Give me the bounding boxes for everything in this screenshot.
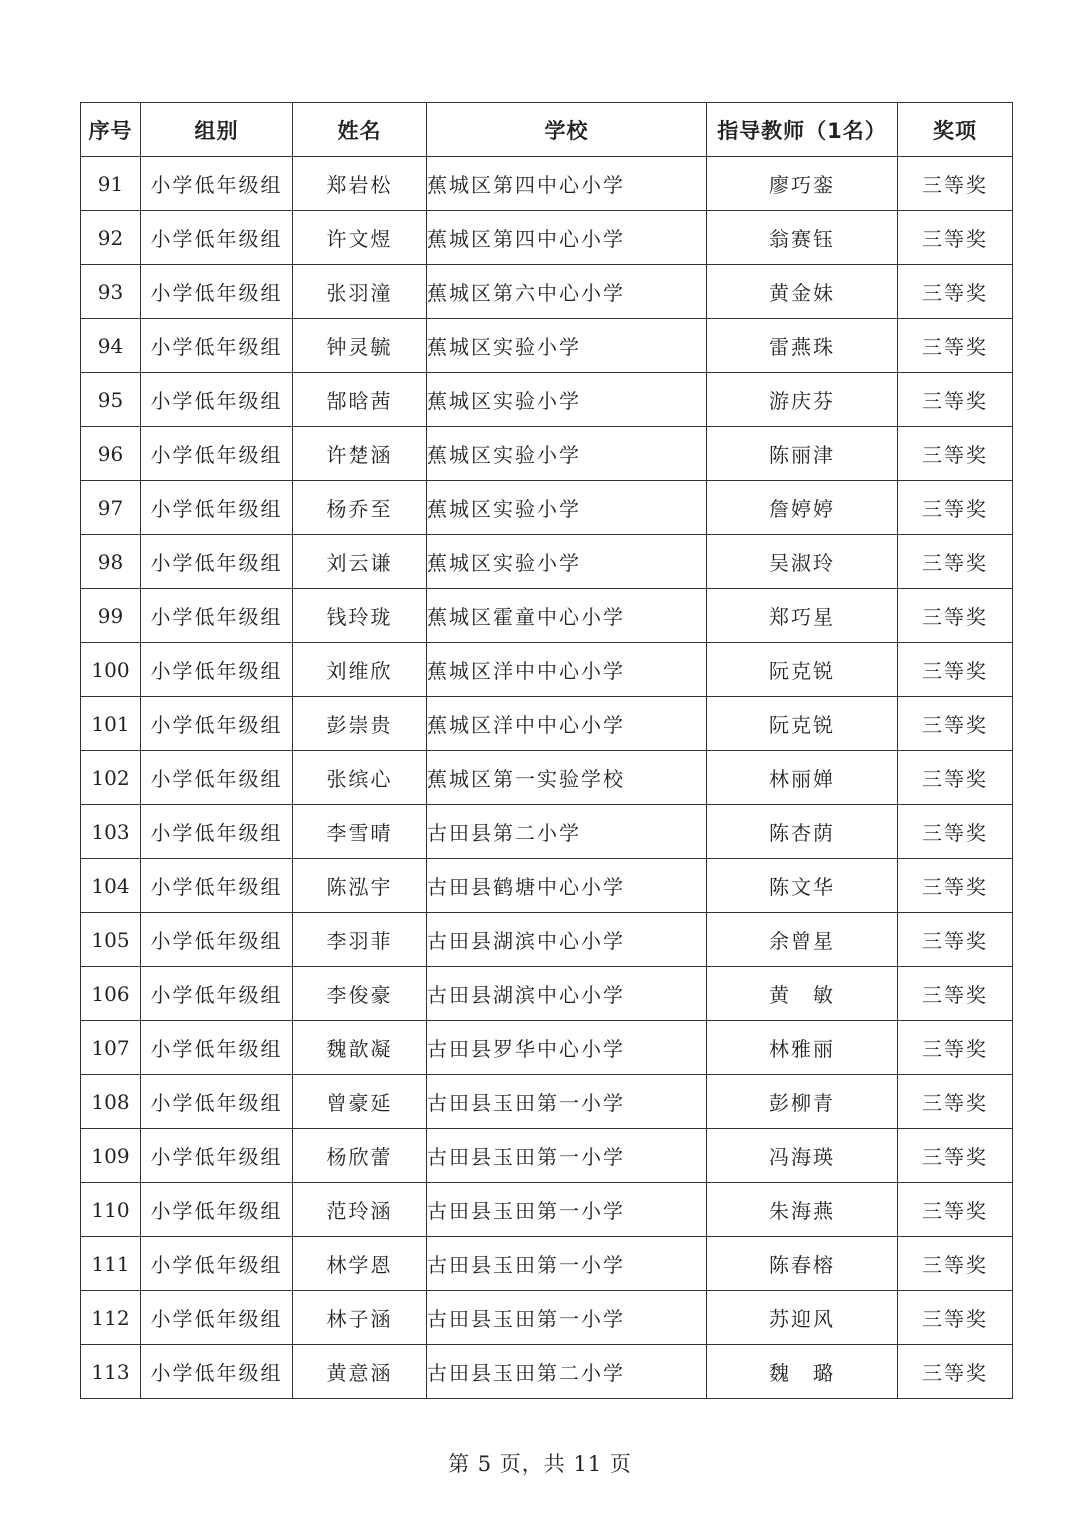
cell-award: 三等奖 (898, 481, 1013, 535)
cell-school: 古田县玉田第一小学 (427, 1183, 707, 1237)
cell-group: 小学低年级组 (141, 211, 293, 265)
cell-award: 三等奖 (898, 427, 1013, 481)
cell-award: 三等奖 (898, 643, 1013, 697)
cell-name: 李羽菲 (293, 913, 427, 967)
cell-teacher: 林丽婵 (707, 751, 898, 805)
cell-name: 杨乔至 (293, 481, 427, 535)
cell-award: 三等奖 (898, 1021, 1013, 1075)
cell-award: 三等奖 (898, 265, 1013, 319)
cell-teacher: 魏 璐 (707, 1345, 898, 1399)
cell-group: 小学低年级组 (141, 535, 293, 589)
cell-serial: 102 (81, 751, 141, 805)
cell-teacher: 翁赛钰 (707, 211, 898, 265)
cell-teacher: 廖巧銮 (707, 157, 898, 211)
cell-serial: 104 (81, 859, 141, 913)
cell-award: 三等奖 (898, 1291, 1013, 1345)
cell-group: 小学低年级组 (141, 481, 293, 535)
table-row (81, 1345, 1013, 1399)
cell-serial: 103 (81, 805, 141, 859)
cell-teacher: 黄 敏 (707, 967, 898, 1021)
cell-award: 三等奖 (898, 1075, 1013, 1129)
cell-teacher: 冯海瑛 (707, 1129, 898, 1183)
cell-award: 三等奖 (898, 805, 1013, 859)
cell-serial: 98 (81, 535, 141, 589)
cell-award: 三等奖 (898, 1345, 1013, 1399)
cell-serial: 97 (81, 481, 141, 535)
table-row (81, 589, 1013, 643)
cell-group: 小学低年级组 (141, 1291, 293, 1345)
cell-group: 小学低年级组 (141, 1183, 293, 1237)
cell-school: 古田县玉田第一小学 (427, 1237, 707, 1291)
cell-name: 张羽潼 (293, 265, 427, 319)
award-table (80, 102, 1013, 1399)
cell-name: 林学恩 (293, 1237, 427, 1291)
cell-school: 古田县湖滨中心小学 (427, 913, 707, 967)
cell-teacher: 林雅丽 (707, 1021, 898, 1075)
cell-award: 三等奖 (898, 697, 1013, 751)
cell-teacher: 余曾星 (707, 913, 898, 967)
table-row (81, 751, 1013, 805)
table-row (81, 967, 1013, 1021)
cell-teacher: 詹婷婷 (707, 481, 898, 535)
cell-award: 三等奖 (898, 751, 1013, 805)
cell-school: 蕉城区第六中心小学 (427, 265, 707, 319)
table-body (81, 157, 1013, 1399)
cell-serial: 110 (81, 1183, 141, 1237)
table-row (81, 265, 1013, 319)
cell-serial: 105 (81, 913, 141, 967)
header-name: 姓名 (293, 103, 427, 157)
cell-award: 三等奖 (898, 157, 1013, 211)
table-row (81, 319, 1013, 373)
table-row (81, 1237, 1013, 1291)
cell-school: 蕉城区第四中心小学 (427, 157, 707, 211)
cell-name: 陈泓宇 (293, 859, 427, 913)
cell-name: 钱玲珑 (293, 589, 427, 643)
cell-serial: 91 (81, 157, 141, 211)
cell-name: 李俊豪 (293, 967, 427, 1021)
cell-teacher: 苏迎风 (707, 1291, 898, 1345)
table-row (81, 535, 1013, 589)
cell-teacher: 游庆芬 (707, 373, 898, 427)
cell-award: 三等奖 (898, 373, 1013, 427)
cell-award: 三等奖 (898, 589, 1013, 643)
cell-serial: 112 (81, 1291, 141, 1345)
cell-group: 小学低年级组 (141, 427, 293, 481)
cell-serial: 107 (81, 1021, 141, 1075)
cell-name: 刘云谦 (293, 535, 427, 589)
cell-group: 小学低年级组 (141, 319, 293, 373)
cell-serial: 101 (81, 697, 141, 751)
cell-group: 小学低年级组 (141, 697, 293, 751)
cell-name: 彭崇贵 (293, 697, 427, 751)
cell-school: 蕉城区实验小学 (427, 481, 707, 535)
table-row (81, 1075, 1013, 1129)
table-row (81, 913, 1013, 967)
cell-serial: 92 (81, 211, 141, 265)
cell-school: 古田县湖滨中心小学 (427, 967, 707, 1021)
cell-group: 小学低年级组 (141, 157, 293, 211)
cell-teacher: 陈文华 (707, 859, 898, 913)
cell-name: 范玲涵 (293, 1183, 427, 1237)
cell-teacher: 雷燕珠 (707, 319, 898, 373)
cell-school: 古田县玉田第一小学 (427, 1291, 707, 1345)
cell-name: 张缤心 (293, 751, 427, 805)
cell-serial: 94 (81, 319, 141, 373)
header-award: 奖项 (898, 103, 1013, 157)
cell-teacher: 黄金妹 (707, 265, 898, 319)
cell-name: 郑岩松 (293, 157, 427, 211)
cell-serial: 108 (81, 1075, 141, 1129)
cell-name: 刘维欣 (293, 643, 427, 697)
cell-group: 小学低年级组 (141, 913, 293, 967)
cell-serial: 113 (81, 1345, 141, 1399)
cell-serial: 93 (81, 265, 141, 319)
table-row (81, 643, 1013, 697)
cell-group: 小学低年级组 (141, 643, 293, 697)
header-serial: 序号 (81, 103, 141, 157)
cell-school: 古田县玉田第一小学 (427, 1075, 707, 1129)
table-row (81, 1183, 1013, 1237)
page-footer: 第 5 页，共 11 页 (448, 1452, 632, 1476)
cell-name: 曾豪延 (293, 1075, 427, 1129)
table-row (81, 1021, 1013, 1075)
cell-award: 三等奖 (898, 967, 1013, 1021)
cell-award: 三等奖 (898, 1237, 1013, 1291)
cell-award: 三等奖 (898, 1183, 1013, 1237)
table-row (81, 1129, 1013, 1183)
table-row (81, 697, 1013, 751)
cell-serial: 96 (81, 427, 141, 481)
cell-school: 古田县罗华中心小学 (427, 1021, 707, 1075)
cell-serial: 109 (81, 1129, 141, 1183)
cell-teacher: 吴淑玲 (707, 535, 898, 589)
cell-school: 蕉城区第一实验学校 (427, 751, 707, 805)
header-group: 组别 (141, 103, 293, 157)
cell-teacher: 阮克锐 (707, 697, 898, 751)
table-row (81, 481, 1013, 535)
cell-group: 小学低年级组 (141, 1075, 293, 1129)
cell-group: 小学低年级组 (141, 1237, 293, 1291)
table-row (81, 373, 1013, 427)
cell-school: 蕉城区洋中中心小学 (427, 643, 707, 697)
cell-school: 蕉城区第四中心小学 (427, 211, 707, 265)
cell-teacher: 陈丽津 (707, 427, 898, 481)
header-row (81, 103, 1013, 157)
cell-teacher: 郑巧星 (707, 589, 898, 643)
table-row (81, 427, 1013, 481)
cell-name: 李雪晴 (293, 805, 427, 859)
cell-group: 小学低年级组 (141, 859, 293, 913)
table-row (81, 1291, 1013, 1345)
cell-teacher: 陈杏荫 (707, 805, 898, 859)
cell-group: 小学低年级组 (141, 589, 293, 643)
cell-teacher: 阮克锐 (707, 643, 898, 697)
cell-name: 许楚涵 (293, 427, 427, 481)
cell-award: 三等奖 (898, 859, 1013, 913)
cell-serial: 95 (81, 373, 141, 427)
table-row (81, 157, 1013, 211)
cell-group: 小学低年级组 (141, 1129, 293, 1183)
cell-group: 小学低年级组 (141, 967, 293, 1021)
cell-school: 古田县鹤塘中心小学 (427, 859, 707, 913)
cell-teacher: 陈春榕 (707, 1237, 898, 1291)
cell-serial: 99 (81, 589, 141, 643)
cell-award: 三等奖 (898, 535, 1013, 589)
cell-school: 蕉城区实验小学 (427, 427, 707, 481)
cell-school: 蕉城区实验小学 (427, 373, 707, 427)
cell-award: 三等奖 (898, 319, 1013, 373)
cell-school: 古田县玉田第二小学 (427, 1345, 707, 1399)
cell-name: 魏歆凝 (293, 1021, 427, 1075)
cell-award: 三等奖 (898, 913, 1013, 967)
cell-school: 蕉城区实验小学 (427, 319, 707, 373)
header-teacher: 指导教师（1名） (707, 103, 898, 157)
table-row (81, 805, 1013, 859)
cell-teacher: 彭柳青 (707, 1075, 898, 1129)
cell-group: 小学低年级组 (141, 805, 293, 859)
cell-award: 三等奖 (898, 1129, 1013, 1183)
cell-name: 郜晗茜 (293, 373, 427, 427)
cell-group: 小学低年级组 (141, 265, 293, 319)
cell-school: 蕉城区洋中中心小学 (427, 697, 707, 751)
cell-serial: 111 (81, 1237, 141, 1291)
cell-award: 三等奖 (898, 211, 1013, 265)
cell-group: 小学低年级组 (141, 373, 293, 427)
cell-teacher: 朱海燕 (707, 1183, 898, 1237)
cell-school: 蕉城区实验小学 (427, 535, 707, 589)
header-school: 学校 (427, 103, 707, 157)
cell-name: 黄意涵 (293, 1345, 427, 1399)
cell-name: 钟灵毓 (293, 319, 427, 373)
cell-serial: 106 (81, 967, 141, 1021)
cell-name: 杨欣蕾 (293, 1129, 427, 1183)
cell-group: 小学低年级组 (141, 1021, 293, 1075)
cell-name: 许文煜 (293, 211, 427, 265)
cell-school: 古田县第二小学 (427, 805, 707, 859)
table-row (81, 211, 1013, 265)
cell-name: 林子涵 (293, 1291, 427, 1345)
table-row (81, 859, 1013, 913)
cell-serial: 100 (81, 643, 141, 697)
cell-school: 蕉城区霍童中心小学 (427, 589, 707, 643)
cell-group: 小学低年级组 (141, 751, 293, 805)
cell-school: 古田县玉田第一小学 (427, 1129, 707, 1183)
cell-group: 小学低年级组 (141, 1345, 293, 1399)
